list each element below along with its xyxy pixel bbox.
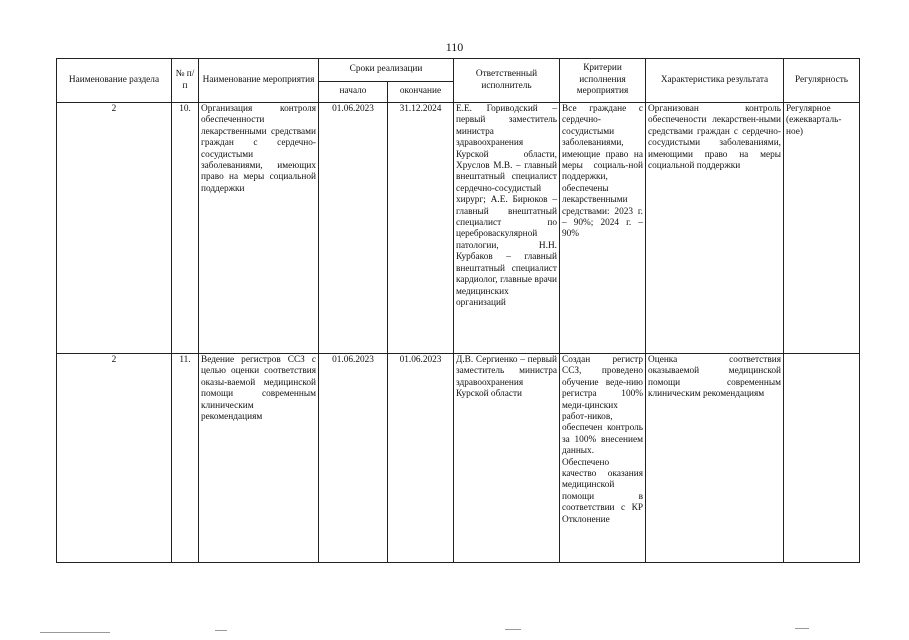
cell-end: 31.12.2024	[388, 103, 454, 354]
cell-num: 11.	[172, 354, 199, 563]
cell-section: 2	[57, 354, 172, 563]
table-row	[57, 354, 860, 563]
header-end: окончание	[388, 82, 454, 103]
cell-regularity	[784, 354, 860, 563]
header-responsible: Ответственный исполнитель	[454, 59, 560, 103]
cell-num: 10.	[172, 103, 199, 354]
header-row-top	[57, 59, 860, 82]
cell-start: 01.06.2023	[319, 103, 388, 354]
header-num: № п/п	[172, 59, 199, 103]
cell-responsible: Е.Е. Гоpивoдский – первый заместитель министра здравоохранения Курской области, Хруслов М.В. – главный внештатный специалист сердечно-сосудистый хирург; А.Е. Бирюков – главный внештатный специалист по цереброваскулярной патологии, Н.Н. Курбаков – главный внештатный специалист кардиолог, главные врачи медицинских организаций	[454, 103, 560, 354]
scan-mark	[505, 629, 521, 630]
header-terms: Сроки реализации	[319, 59, 454, 82]
scan-mark	[40, 632, 110, 633]
scan-mark	[795, 628, 809, 629]
header-section: Наименование раздела	[57, 59, 172, 103]
cell-event: Ведение регистров ССЗ с целью оценки соответствия оказы-ваемой медицинской помощи современным клиническим рекомендациям	[199, 354, 319, 563]
header-criteria: Критерии исполнения мероприятия	[560, 59, 646, 103]
cell-start: 01.06.2023	[319, 354, 388, 563]
header-regularity: Регулярность	[784, 59, 860, 103]
events-table	[56, 58, 860, 563]
cell-result: Организован контроль обеспечености лекарствен-ными средствами граждан с сердечно-сосудистыми заболеваниями, имеющими право на меры социальной поддержки	[646, 103, 784, 354]
cell-responsible: Д.В. Сергиенко – первый заместитель министра здравоохранения Курской области	[454, 354, 560, 563]
cell-criteria: Все граждане с сердечно-сосудистыми заболеваниями, имеющие право на меры социаль-ной поддержки, обеспечены лекарственными средствами: 2023 г. – 90%; 2024 г. – 90%	[560, 103, 646, 354]
page-number: 110	[445, 40, 464, 54]
header-start: начало	[319, 82, 388, 103]
cell-result: Оценка соответствия оказываемой медицинской помощи современным клиническим рекомендациям	[646, 354, 784, 563]
cell-regularity: Регулярное (ежекварталь-ное)	[784, 103, 860, 354]
cell-event: Организация контроля обеспеченности лекарственными средствами граждан с сердечно-сосудистыми заболеваниями, имеющих право на меры социальной поддержки	[199, 103, 319, 354]
scan-mark	[215, 630, 227, 631]
cell-criteria: Создан регистр ССЗ, проведено обучение веде-нию регистра 100% меди-цинских работ-ников, обеспечен контроль за 100% внесением данных. Обеспечено качество оказания медицинской помощи в соответствии с КР Отклонение	[560, 354, 646, 563]
table-row	[57, 103, 860, 354]
scan-artifacts	[0, 626, 909, 640]
header-event: Наименование мероприятия	[199, 59, 319, 103]
cell-section: 2	[57, 103, 172, 354]
cell-end: 01.06.2023	[388, 354, 454, 563]
header-result: Характеристика результата	[646, 59, 784, 103]
